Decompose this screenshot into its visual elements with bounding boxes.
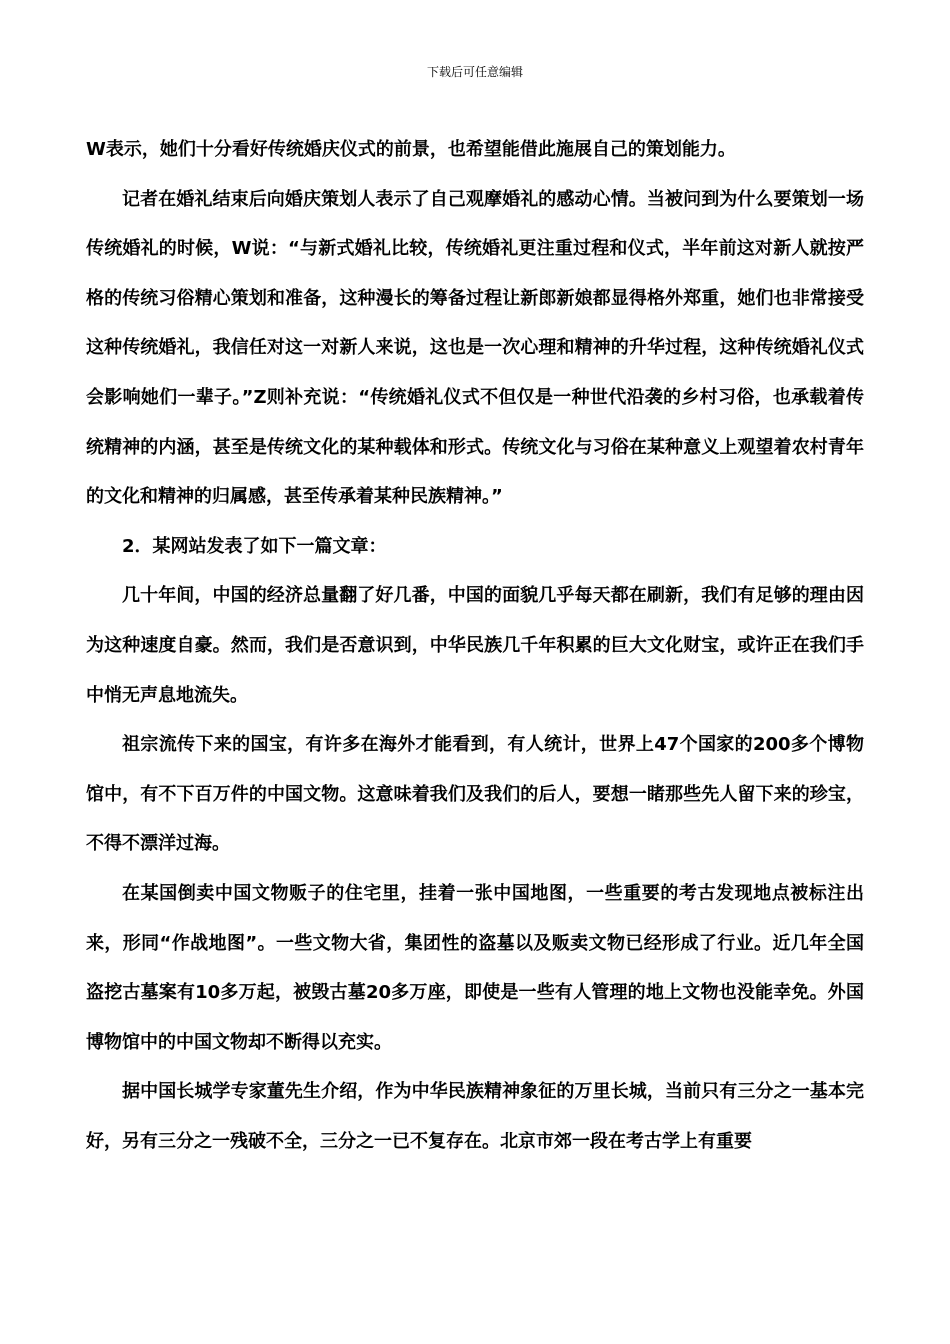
document-body <box>86 125 864 1166</box>
paragraph-3: 几十年间，中国的经济总量翻了好几番，中国的面貌几乎每天都在刷新，我们有足够的理由因为这种速度自豪。然而，我们是否意识到，中华民族几千年积累的巨大文化财宝，或许正在我们手中悄无声息地流失。 <box>86 585 864 706</box>
section-heading-2: 2．某网站发表了如下一篇文章： <box>122 535 387 557</box>
page-header: 下载后可任意编辑 <box>426 65 523 79</box>
paragraph-6: 据中国长城学专家董先生介绍，作为中华民族精神象征的万里长城，当前只有三分之一基本完好，另有三分之一残破不全，三分之一已不复存在。北京市郊一段在考古学上有重要 <box>86 1081 864 1152</box>
paragraph-4: 祖宗流传下来的国宝，有许多在海外才能看到，有人统计，世界上47个国家的200多个博物馆中，有不下百万件的中国文物。这意味着我们及我们的后人，要想一睹那些先人留下来的珍宝，不得不漂洋过海。 <box>86 734 864 855</box>
paragraph-1: W表示，她们十分看好传统婚庆仪式的前景，也希望能借此施展自己的策划能力。 <box>86 139 736 160</box>
paragraph-5: 在某国倒卖中国文物贩子的住宅里，挂着一张中国地图，一些重要的考古发现地点被标注出来，形同“作战地图”。一些文物大省，集团性的盗墓以及贩卖文物已经形成了行业。近几年全国盗挖古墓案有10多万起，被毁古墓20多万座，即使是一些有人管理的地上文物也没能幸免。外国博物馆中的中国文物却不断得以充实。 <box>86 882 864 1053</box>
paragraph-2: 记者在婚礼结束后向婚庆策划人表示了自己观摩婚礼的感动心情。当被问到为什么要策划一场传统婚礼的时候，W说：“与新式婚礼比较，传统婚礼更注重过程和仪式，半年前这对新人就按严格的传统习俗精心策划和准备，这种漫长的筹备过程让新郎新娘都显得格外郑重，她们也非常接受这种传统婚礼，我信任对这一对新人来说，这也是一次心理和精神的升华过程，这种传统婚礼仪式会影响她们一辈子。”Z则补充说：“传统婚礼仪式不但仅是一种世代沿袭的乡村习俗，也承载着传统精神的内涵，甚至是传统文化的某种载体和形式。传统文化与习俗在某种意义上观望着农村青年的文化和精神的归属感，甚至传承着某种民族精神。” <box>86 188 864 508</box>
